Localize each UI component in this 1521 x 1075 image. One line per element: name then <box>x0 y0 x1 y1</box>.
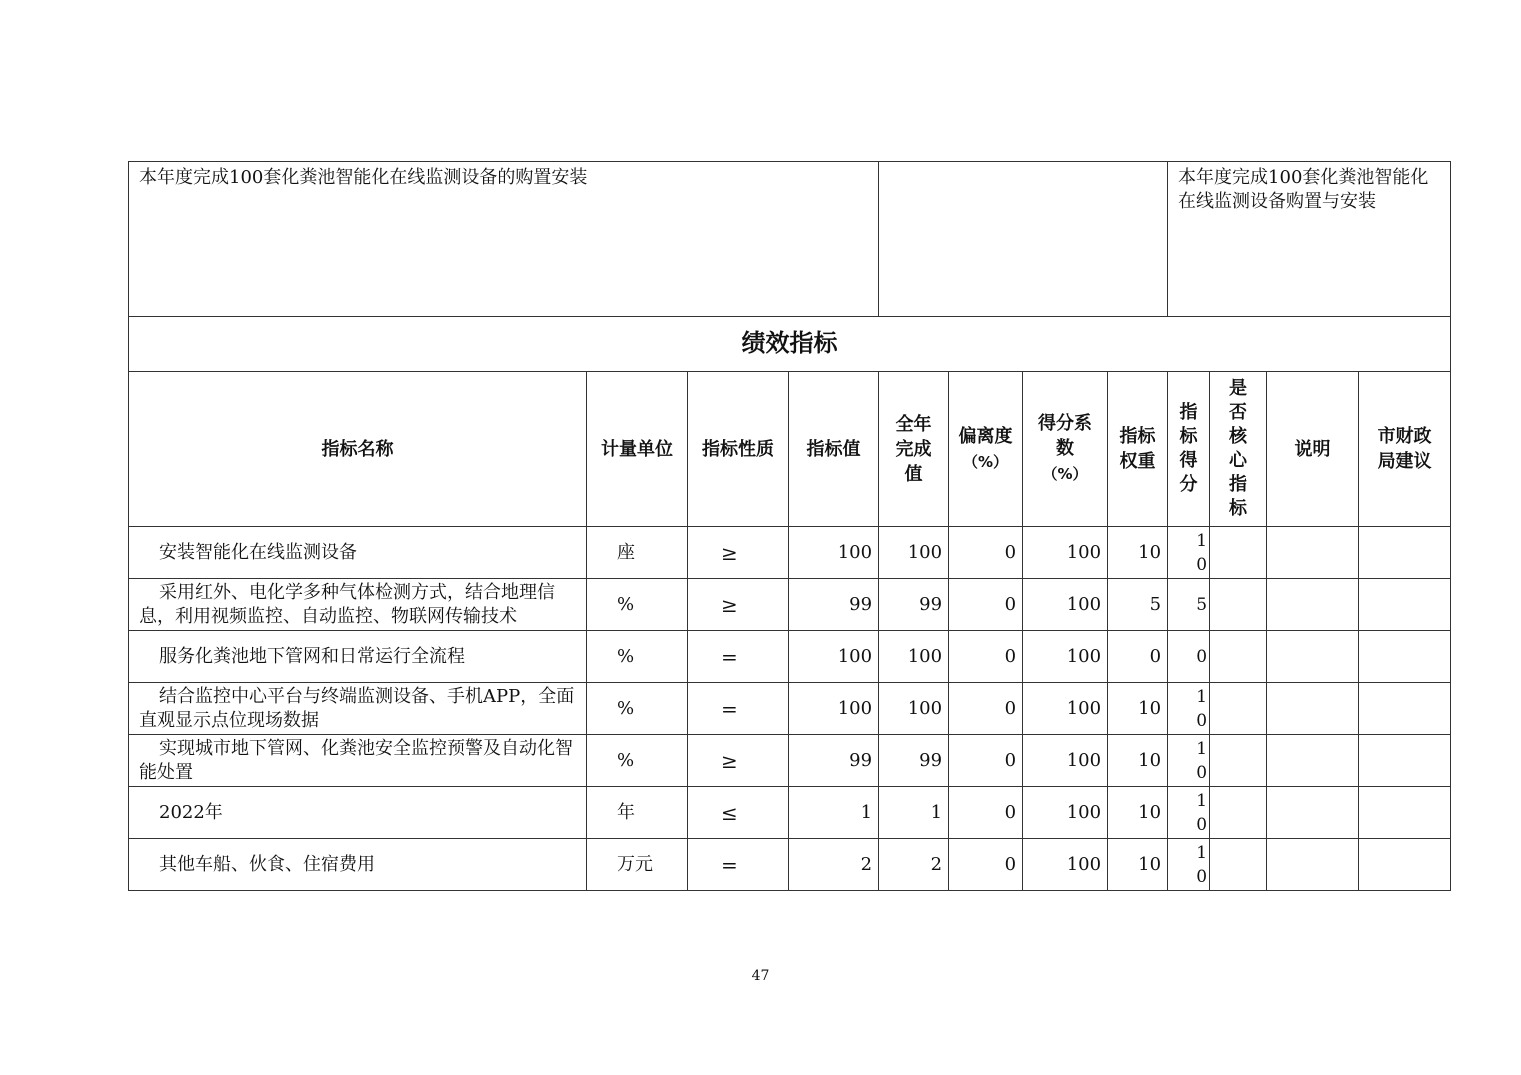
row-score: 10 <box>1168 787 1210 839</box>
row-value: 99 <box>789 579 879 631</box>
header-note: 说明 <box>1267 372 1359 527</box>
row-core <box>1210 527 1267 579</box>
row-note <box>1267 527 1359 579</box>
goal-target-cell: 本年度完成100套化粪池智能化在线监测设备的购置安装 <box>129 162 879 317</box>
row-name: 采用红外、电化学多种气体检测方式，结合地理信息，利用视频监控、自动监控、物联网传输技术 <box>129 579 587 631</box>
row-deviation: 0 <box>949 735 1023 787</box>
row-unit: 座 <box>587 527 688 579</box>
row-suggestion <box>1359 683 1451 735</box>
header-deviation-unit: （%） <box>963 452 1009 471</box>
header-value: 指标值 <box>789 372 879 527</box>
row-note <box>1267 579 1359 631</box>
row-core <box>1210 787 1267 839</box>
row-score: 10 <box>1168 839 1210 891</box>
performance-table-sheet <box>128 161 1450 891</box>
row-nature: ≤ <box>688 787 789 839</box>
goal-result-cell: 本年度完成100套化粪池智能化在线监测设备购置与安装 <box>1168 162 1451 317</box>
row-note <box>1267 683 1359 735</box>
row-completed: 2 <box>879 839 949 891</box>
row-weight: 10 <box>1108 527 1168 579</box>
row-unit: 年 <box>587 787 688 839</box>
row-unit: % <box>587 579 688 631</box>
header-deviation-label: 偏离度 <box>958 425 1013 447</box>
row-completed: 100 <box>879 631 949 683</box>
row-name: 实现城市地下管网、化粪池安全监控预警及自动化智能处置 <box>129 735 587 787</box>
header-nature: 指标性质 <box>688 372 789 527</box>
row-score: 10 <box>1168 735 1210 787</box>
row-completed: 100 <box>879 683 949 735</box>
row-suggestion <box>1359 787 1451 839</box>
row-suggestion <box>1359 527 1451 579</box>
row-score: 0 <box>1168 631 1210 683</box>
header-coefficient <box>1023 372 1108 527</box>
row-weight: 10 <box>1108 787 1168 839</box>
table-row <box>129 787 1451 839</box>
row-completed: 1 <box>879 787 949 839</box>
row-value: 2 <box>789 839 879 891</box>
row-coefficient: 100 <box>1023 631 1108 683</box>
row-deviation: 0 <box>949 579 1023 631</box>
row-core <box>1210 683 1267 735</box>
header-weight: 指标权重 <box>1108 372 1168 527</box>
row-name: 其他车船、伙食、住宿费用 <box>129 839 587 891</box>
header-core: 是否核心指标 <box>1210 372 1267 527</box>
row-suggestion <box>1359 631 1451 683</box>
row-deviation: 0 <box>949 683 1023 735</box>
row-score: 5 <box>1168 579 1210 631</box>
table-row <box>129 735 1451 787</box>
row-name: 服务化粪池地下管网和日常运行全流程 <box>129 631 587 683</box>
row-unit: % <box>587 735 688 787</box>
row-value: 99 <box>789 735 879 787</box>
header-score: 指标得分 <box>1168 372 1210 527</box>
table-row <box>129 579 1451 631</box>
row-coefficient: 100 <box>1023 527 1108 579</box>
row-coefficient: 100 <box>1023 839 1108 891</box>
row-note <box>1267 839 1359 891</box>
row-coefficient: 100 <box>1023 683 1108 735</box>
row-deviation: 0 <box>949 787 1023 839</box>
row-nature: ≥ <box>688 527 789 579</box>
header-row <box>129 372 1451 527</box>
row-coefficient: 100 <box>1023 787 1108 839</box>
row-nature: ≥ <box>688 579 789 631</box>
row-deviation: 0 <box>949 631 1023 683</box>
row-score: 10 <box>1168 683 1210 735</box>
page-number: 47 <box>751 968 770 984</box>
header-unit: 计量单位 <box>587 372 688 527</box>
row-note <box>1267 735 1359 787</box>
row-nature: = <box>688 631 789 683</box>
table-row <box>129 683 1451 735</box>
header-name: 指标名称 <box>129 372 587 527</box>
row-unit: % <box>587 683 688 735</box>
header-completed-label: 全年完成值 <box>895 413 932 485</box>
row-weight: 5 <box>1108 579 1168 631</box>
header-deviation <box>949 372 1023 527</box>
row-deviation: 0 <box>949 839 1023 891</box>
row-value: 1 <box>789 787 879 839</box>
row-weight: 10 <box>1108 735 1168 787</box>
row-completed: 99 <box>879 735 949 787</box>
row-deviation: 0 <box>949 527 1023 579</box>
row-note <box>1267 787 1359 839</box>
row-core <box>1210 839 1267 891</box>
header-coefficient-unit: （%） <box>1042 465 1088 483</box>
goal-row <box>129 162 1451 317</box>
row-core <box>1210 631 1267 683</box>
performance-table <box>128 161 1451 891</box>
row-weight: 0 <box>1108 631 1168 683</box>
row-completed: 99 <box>879 579 949 631</box>
row-nature: ≥ <box>688 735 789 787</box>
section-title-cell <box>129 317 1451 372</box>
row-value: 100 <box>789 527 879 579</box>
row-nature: = <box>688 683 789 735</box>
row-coefficient: 100 <box>1023 735 1108 787</box>
row-unit: 万元 <box>587 839 688 891</box>
section-title: 绩效指标 <box>741 328 838 357</box>
table-row <box>129 631 1451 683</box>
row-core <box>1210 735 1267 787</box>
section-title-row <box>129 317 1451 372</box>
row-suggestion <box>1359 839 1451 891</box>
row-name: 结合监控中心平台与终端监测设备、手机APP，全面直观显示点位现场数据 <box>129 683 587 735</box>
row-score: 10 <box>1168 527 1210 579</box>
row-weight: 10 <box>1108 839 1168 891</box>
row-unit: % <box>587 631 688 683</box>
row-nature: = <box>688 839 789 891</box>
row-note <box>1267 631 1359 683</box>
header-suggestion: 市财政局建议 <box>1359 372 1451 527</box>
row-value: 100 <box>789 631 879 683</box>
row-suggestion <box>1359 735 1451 787</box>
row-suggestion <box>1359 579 1451 631</box>
row-coefficient: 100 <box>1023 579 1108 631</box>
table-row <box>129 839 1451 891</box>
row-core <box>1210 579 1267 631</box>
row-value: 100 <box>789 683 879 735</box>
row-completed: 100 <box>879 527 949 579</box>
row-weight: 10 <box>1108 683 1168 735</box>
row-name: 2022年 <box>129 787 587 839</box>
table-row <box>129 527 1451 579</box>
header-coefficient-label: 得分系数 <box>1038 413 1093 459</box>
row-name: 安装智能化在线监测设备 <box>129 527 587 579</box>
goal-actual-cell <box>879 162 1168 317</box>
header-completed <box>879 372 949 527</box>
